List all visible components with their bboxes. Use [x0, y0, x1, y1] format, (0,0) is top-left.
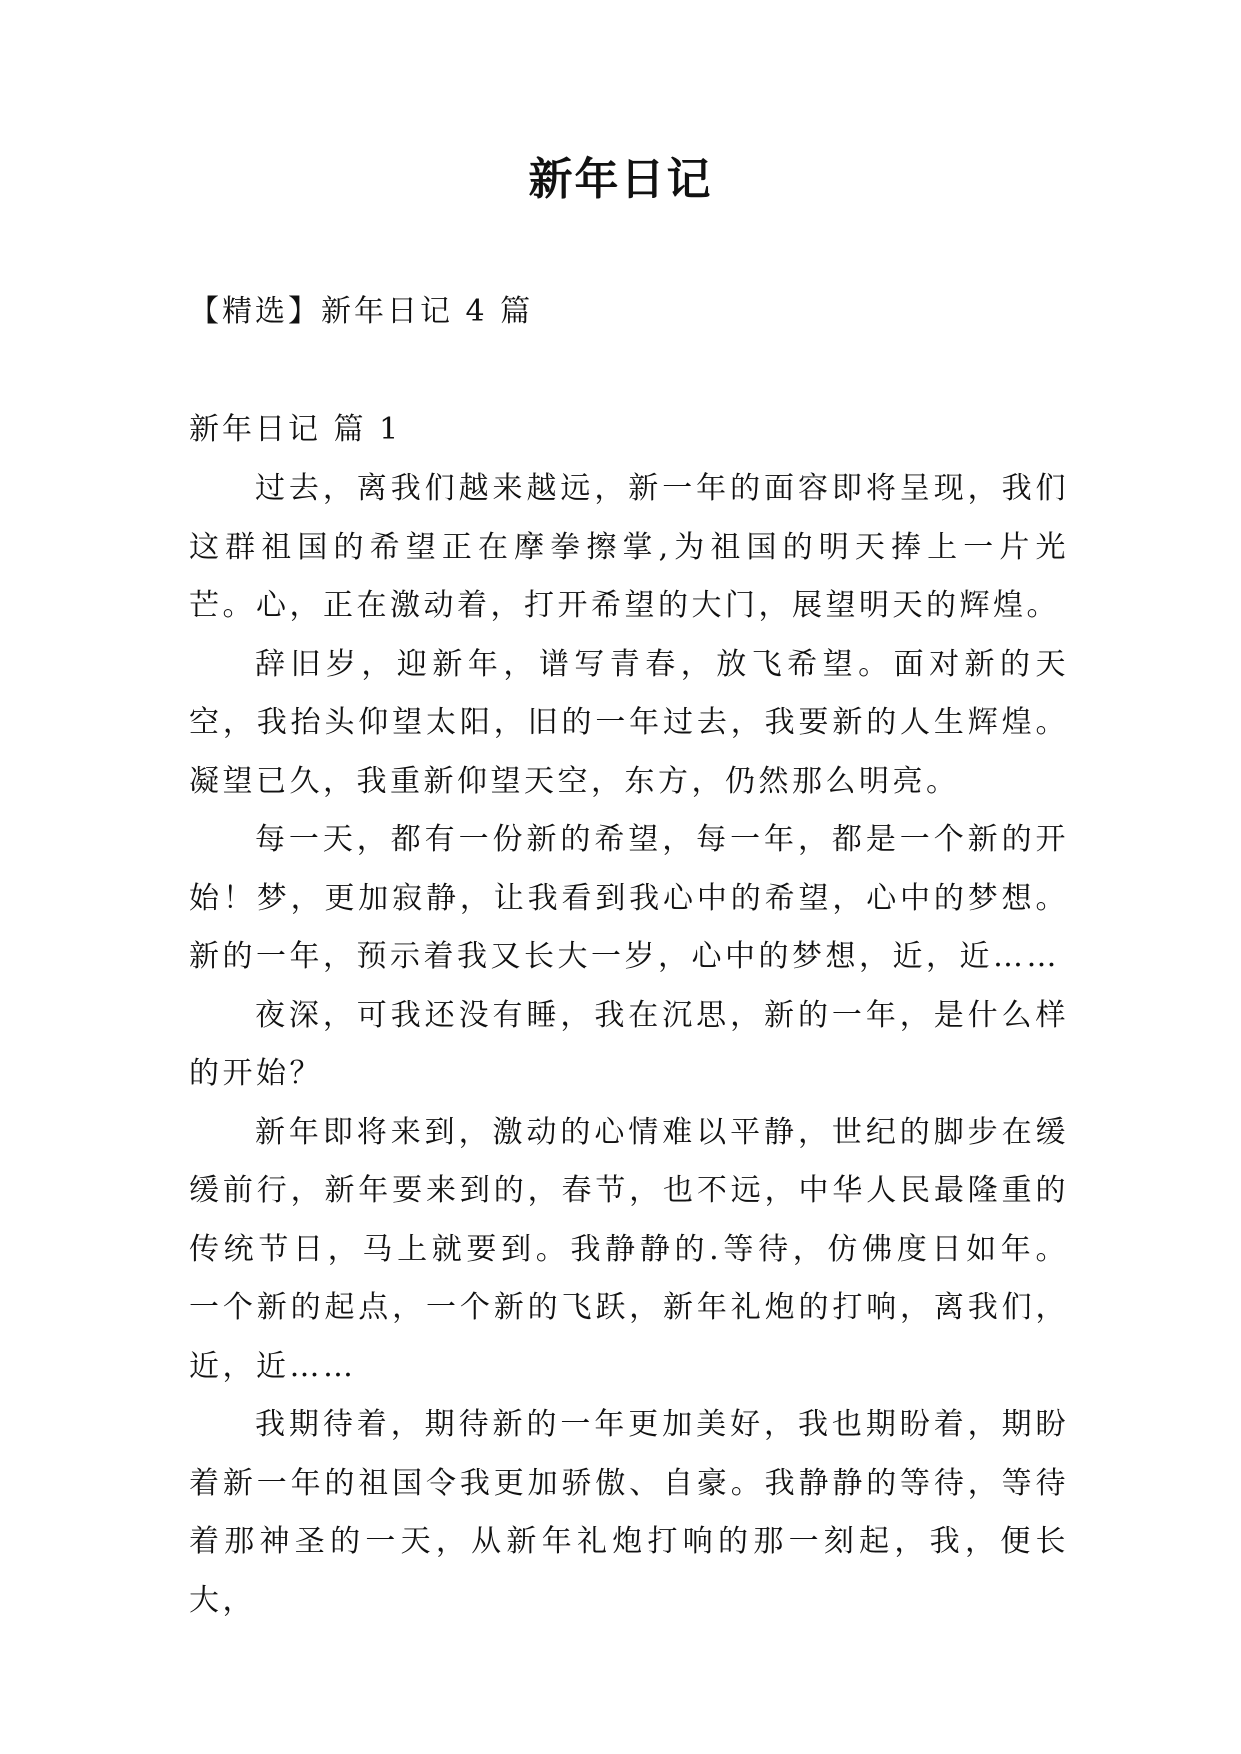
- document-subtitle: 【精选】新年日记 4 篇: [189, 294, 534, 329]
- body-text: [189, 460, 1069, 1630]
- document-title: 新年日记: [528, 154, 713, 205]
- paragraph-3: 每一天，都有一份新的希望，每一年，都是一个新的开始！梦，更加寂静，让我看到我心中的希望，心中的梦想。新的一年，预示着我又长大一岁，心中的梦想，近，近……: [189, 822, 1069, 974]
- paragraph-6: 我期待着，期待新的一年更加美好，我也期盼着，期盼着新一年的祖国令我更加骄傲、自豪。我静静的等待，等待着那神圣的一天，从新年礼炮打响的那一刻起，我，便长大，: [189, 1407, 1069, 1618]
- section-heading: 新年日记 篇 1: [189, 412, 402, 447]
- paragraph-2: 辞旧岁，迎新年，谱写青春，放飞希望。面对新的天空，我抬头仰望太阳，旧的一年过去，我要新的人生辉煌。凝望已久，我重新仰望天空，东方，仍然那么明亮。: [189, 646, 1069, 799]
- paragraph-1: 过去，离我们越来越远，新一年的面容即将呈现，我们这群祖国的希望正在摩拳擦掌,为祖国的明天捧上一片光芒。心，正在激动着，打开希望的大门，展望明天的辉煌。: [189, 471, 1069, 623]
- paragraph-4: 夜深，可我还没有睡，我在沉思，新的一年，是什么样的开始？: [189, 997, 1069, 1091]
- paragraph-5: 新年即将来到，激动的心情难以平静，世纪的脚步在缓缓前行，新年要来到的，春节，也不远，中华人民最隆重的传统节日，马上就要到。我静静的.等待，仿佛度日如年。一个新的起点，一个新的飞跃，新年礼炮的打响，离我们，近，近……: [189, 1114, 1069, 1384]
